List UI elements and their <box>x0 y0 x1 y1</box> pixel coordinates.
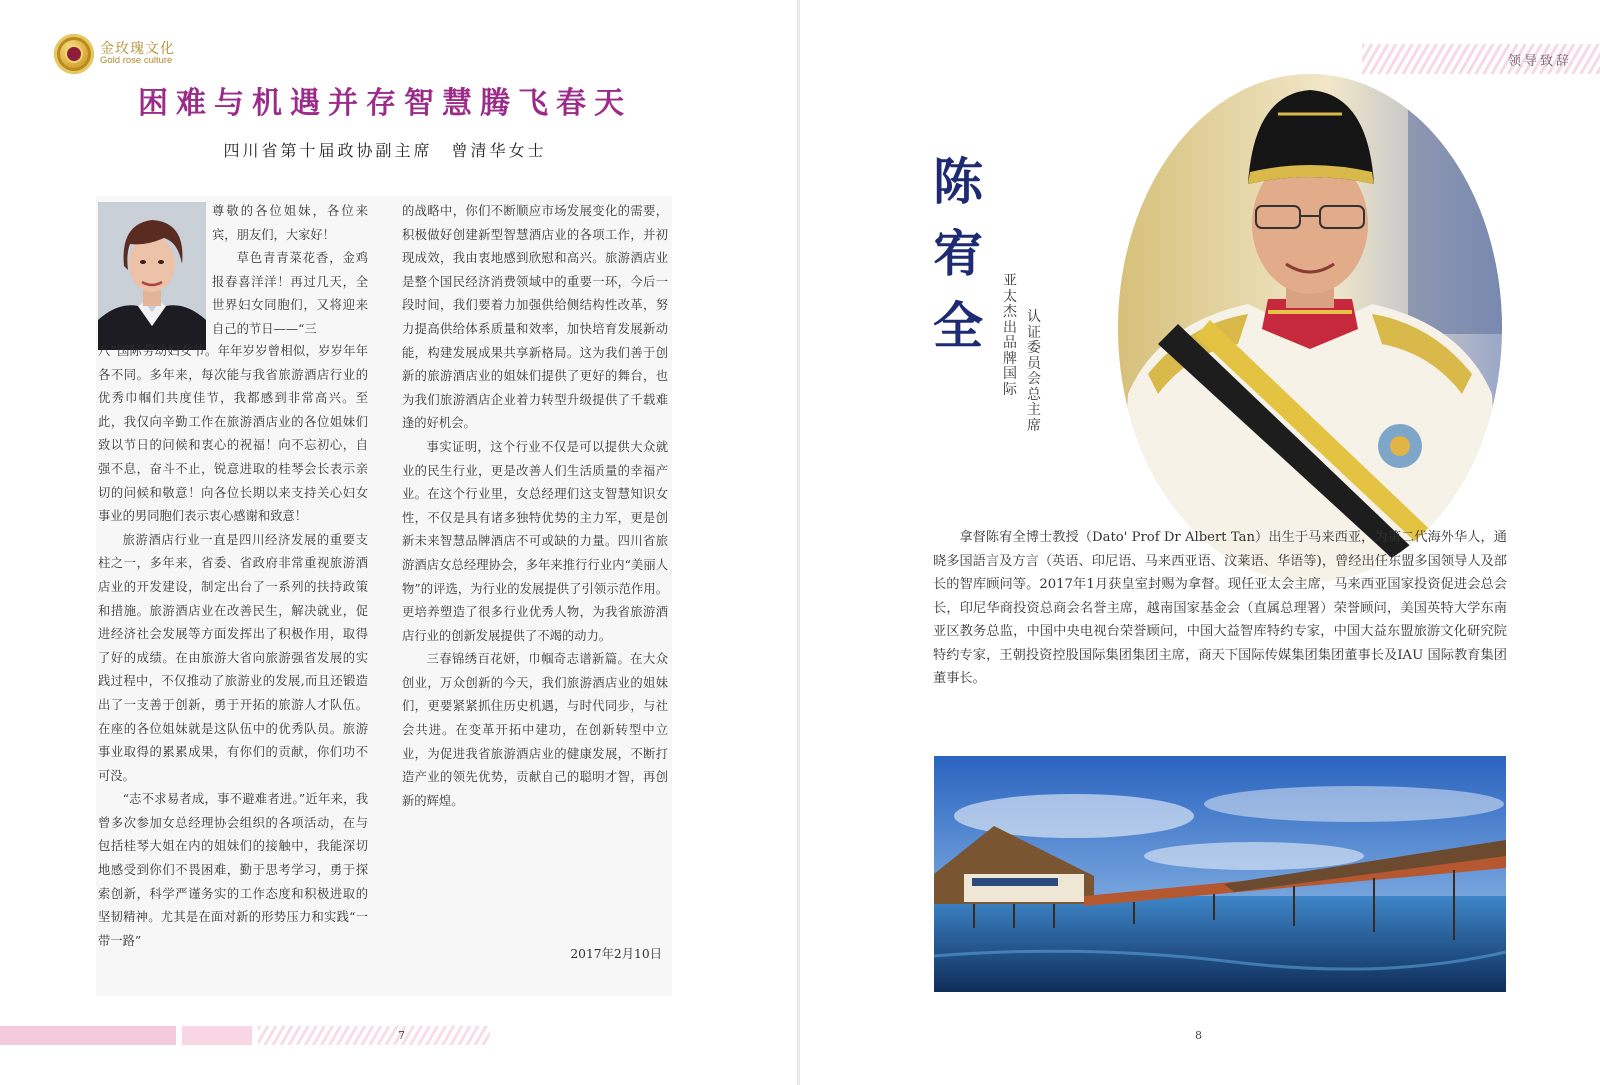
article-column-1-top <box>212 200 368 342</box>
person-title-line-1: 亚太杰出品牌国际 <box>1003 273 1017 398</box>
person-portrait <box>1118 74 1502 582</box>
water-resort-photo <box>934 756 1506 992</box>
brand-logo <box>54 34 175 74</box>
paragraph: 三春锦绣百花妍，巾帼奇志谱新篇。在大众创业，万众创新的今天，我们旅游酒店业的姐妹们，更要紧紧抓住历史机遇，与时代同步，与社会共进。在变革开拓中建功，在创新转型中立业，为促进我省旅游酒店业的健康发展，不断打造产业的领先优势，贡献自己的聪明才智，再创新的辉煌。 <box>402 652 668 808</box>
paragraph: 草色青青菜花香，金鸡报春喜洋洋！再过几天，全世界妇女同胞们，又将迎来自己的节日——“三 <box>212 251 368 336</box>
paragraph: 尊敬的各位姐妹，各位来宾，朋友们，大家好！ <box>212 204 368 242</box>
person-biography <box>933 526 1507 691</box>
logo-chinese-name: 金玫瑰文化 <box>100 40 175 57</box>
logo-english-name: Gold rose culture <box>100 55 173 67</box>
rose-emblem-icon <box>54 34 94 74</box>
paragraph: 八”国际劳动妇女节。年年岁岁曾相似，岁岁年年各不同。多年来，每次能与我省旅游酒店行业的优秀巾帼们共度佳节，我都感到非常高兴。至此，我仅向辛勤工作在旅游酒店业的各位姐妹们致以节日的问候和衷心的祝福！向不忘初心，自强不息，奋斗不止，锐意进取的桂琴会长表示亲切的问候和敬意！向各位长期以来支持关心妇女事业的男同胞们表示衷心感谢和致意！ <box>98 344 368 524</box>
paragraph: 旅游酒店行业一直是四川经济发展的重要支柱之一，多年来，省委、省政府非常重视旅游酒店业的开发建设，制定出台了一系列的扶持政策和措施。旅游酒店业在改善民生，解决就业，促进经济社会发展等方面发挥出了积极作用，取得了好的成绩。在由旅游大省向旅游强省发展的实践过程中，不仅推动了旅游业的发展,而且还锻造出了一支善于创新，勇于开拓的旅游人才队伍。在座的各位姐妹就是这队伍中的优秀队员。旅游事业取得的累累成果，有你们的贡献，你们功不可没。 <box>98 532 368 783</box>
name-char: 全 <box>933 297 983 355</box>
paragraph: “志不求易者成，事不避难者进。”近年来，我曾多次参加女总经理协会组织的各项活动，在与包括桂琴大姐在内的姐妹们的接触中，我能深切地感受到你们不畏困难，勤于思考学习，勇于探索创新，科学严谨务实的工作态度和积极进取的坚韧精神。尤其是在面对新的形势压力和实践“一带一路” <box>98 792 368 948</box>
page-number-right: 8 <box>1195 1029 1202 1042</box>
article-date: 2017年2月10日 <box>570 947 662 961</box>
section-tag <box>1362 44 1600 74</box>
paragraph: 拿督陈宥全博士教授（Dato' Prof Dr Albert Tan）出生于马来西亚，为第二代海外华人，通晓多国語言及方言（英语、印尼语、马来西亚语、汶莱语、华语等)，曾经出任东盟多国领导人及部长的智库顾问等。2017年1月获皇室封赐为拿督。现任亚太会主席，马来西亚国家投资促进会总会长，印尼华商投资总商会名誉主席，越南国家基金会（直属总理署）荣誉顾问，美国英特大学东南亚区教务总监，中国中央电视台荣誉顾问，中国大益智库特约专家，中国大益东盟旅游文化研究院特约专家，王朝投资控股国际集团集团主席，商天下国际传媒集团集团董事长及IAU 国际教育集团董事长。 <box>933 530 1507 686</box>
section-label: 领导致辞 <box>1507 54 1572 69</box>
footer-decoration <box>0 1026 490 1045</box>
paragraph: 事实证明，这个行业不仅是可以提供大众就业的民生行业，更是改善人们生活质量的幸福产业。在这个行业里，女总经理们这支智慧知识女性，不仅是具有诸多独特优势的主力军，更是创新未来智慧品牌酒店不可或缺的力量。四川省旅游酒店女总经理协会，多年来推行行业内“美丽人物”的评选，为行业的发展提供了引领示范作用。更培养塑造了很多行业优秀人物，为我省旅游酒店行业的创新发展提供了不竭的动力。 <box>402 439 668 643</box>
right-page <box>800 0 1600 1085</box>
author-portrait <box>98 202 206 350</box>
article-column-2 <box>402 200 668 813</box>
person-name <box>930 146 986 362</box>
article-title: 困难与机遇并存智慧腾飞春天 <box>138 86 632 121</box>
name-char: 陈 <box>933 153 983 211</box>
paragraph: 的战略中，你们不断顺应市场发展变化的需要，积极做好创建新型智慧酒店业的各项工作，并初现成效，我由衷地感到欣慰和高兴。旅游酒店业是整个国民经济消费领域中的重要一环，今后一段时间，我们要着力加强供给侧结构性改革，努力提高供给体系质量和效率，加快培育发展新动能，构建发展成果共享新格局。这为我们善于创新的旅游酒店业的姐妹们提供了更好的舞台，也为我们旅游酒店企业着力转型升级提供了千载难逢的好机会。 <box>402 204 668 431</box>
article-byline: 四川省第十届政协副主席 曾清华女士 <box>223 141 547 160</box>
left-page <box>0 0 798 1085</box>
article-column-1-bottom <box>98 340 368 953</box>
person-title-line-2: 认证委员会总主席 <box>1027 309 1041 434</box>
name-char: 宥 <box>933 225 983 283</box>
page-number-left: 7 <box>398 1029 405 1042</box>
